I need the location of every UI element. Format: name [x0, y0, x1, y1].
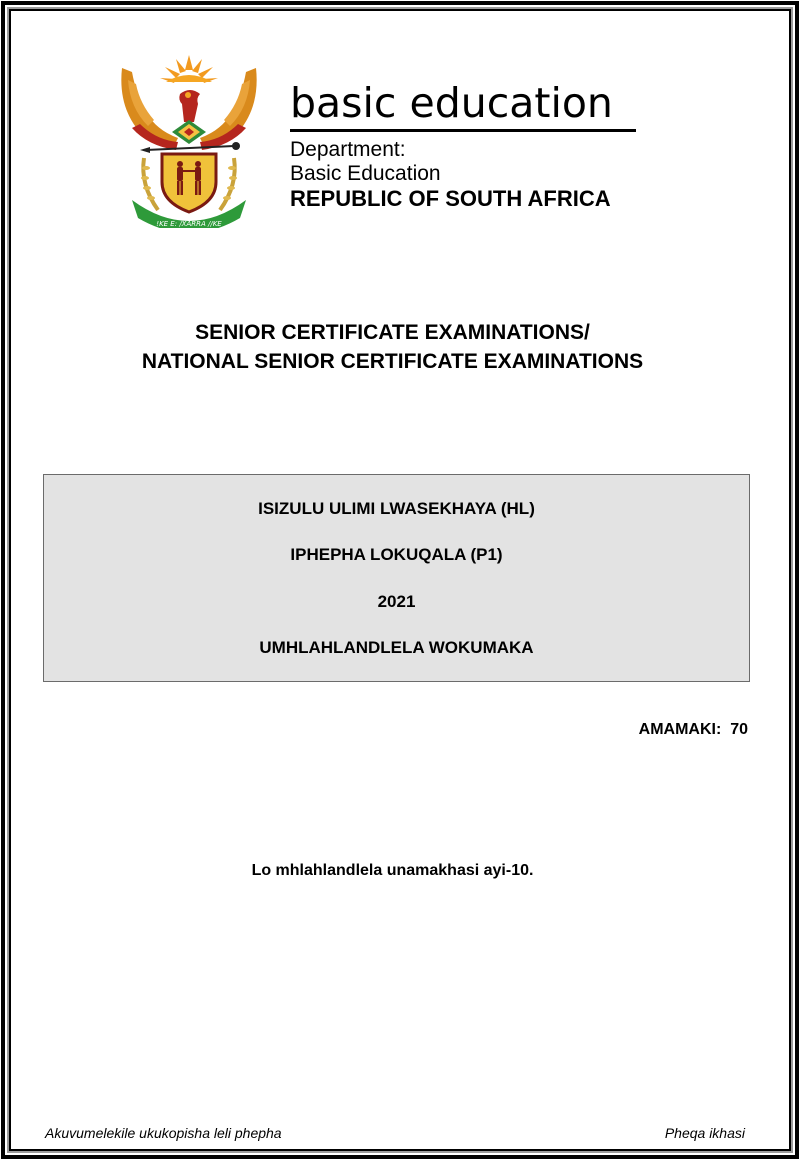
- department-label: Department:: [290, 138, 406, 161]
- exam-title-line-1: SENIOR CERTIFICATE EXAMINATIONS/: [195, 321, 590, 344]
- brand-divider: [290, 129, 636, 132]
- department-name: Basic Education: [290, 162, 441, 185]
- turn-page-note: Pheqa ikhasi: [664, 1125, 745, 1141]
- document-type: UMHLAHLANDLELA WOKUMAKA: [259, 638, 534, 657]
- exam-title: [0, 318, 785, 376]
- marks-value: 70: [730, 721, 748, 738]
- coat-of-arms-icon: [118, 50, 260, 228]
- marks-label: AMAMAKI:: [638, 721, 722, 738]
- brand-title: basic education: [290, 79, 613, 127]
- department-branding: [290, 78, 640, 212]
- copyright-notice: Akuvumelekile ukukopisha leli phepha: [45, 1125, 282, 1141]
- subject-title: ISIZULU ULIMI LWASEKHAYA (HL): [258, 499, 535, 518]
- paper-number: IPHEPHA LOKUQALA (P1): [290, 545, 503, 564]
- exam-year: 2021: [377, 592, 416, 611]
- total-marks: [639, 721, 748, 739]
- svg-text:!KE E: /XARRA //KE: !KE E: /XARRA //KE: [156, 220, 222, 228]
- page-count-note: Lo mhlahlandlela unamakhasi ayi-10.: [251, 862, 534, 879]
- country-name: REPUBLIC OF SOUTH AFRICA: [290, 186, 611, 211]
- paper-info-box: [43, 474, 750, 682]
- exam-title-line-2: NATIONAL SENIOR CERTIFICATE EXAMINATIONS: [141, 350, 644, 373]
